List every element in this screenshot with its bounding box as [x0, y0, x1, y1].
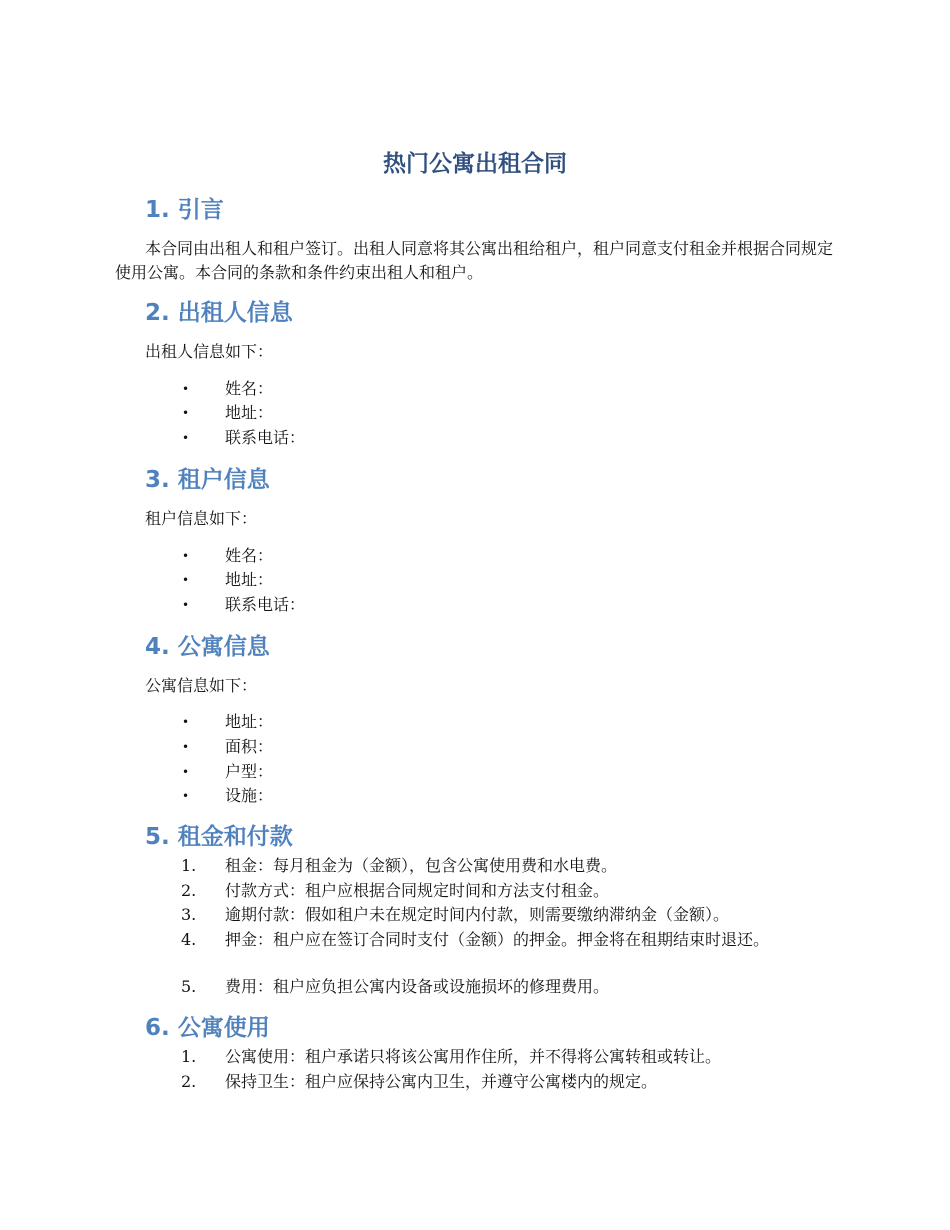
- list-item: [0, 710, 950, 734]
- list-number: 1.: [181, 856, 197, 875]
- section-heading-tenant-info: 3. 租户信息: [145, 467, 270, 493]
- list-item-text: 地址：: [225, 570, 274, 589]
- list-number: 4.: [181, 930, 197, 949]
- list-item-text: 租金：每月租金为（金额），包含公寓使用费和水电费。: [225, 856, 618, 875]
- list-item-text: 面积：: [225, 737, 274, 756]
- list-item-text: 设施：: [225, 786, 274, 805]
- list-item: [0, 854, 950, 878]
- bullet-icon: •: [182, 765, 190, 779]
- list-number: 3.: [181, 905, 197, 924]
- list-number: 5.: [181, 977, 197, 996]
- list-item: [0, 401, 950, 425]
- list-item-text: 保持卫生：租户应保持公寓内卫生，并遵守公寓楼内的规定。: [225, 1072, 658, 1091]
- list-item: [0, 879, 950, 903]
- section-heading-rent-payment: 5. 租金和付款: [145, 824, 293, 850]
- list-number: 2.: [181, 1072, 197, 1091]
- list-item: [0, 426, 950, 450]
- apartment-info-lead: 公寓信息如下：: [145, 676, 258, 695]
- list-item-text: 地址：: [225, 712, 274, 731]
- section-heading-apartment-use: 6. 公寓使用: [145, 1015, 270, 1041]
- list-item: [0, 760, 950, 784]
- bullet-icon: •: [182, 789, 190, 803]
- section-heading-landlord-info: 2. 出租人信息: [145, 300, 293, 326]
- list-item: [0, 377, 950, 401]
- list-item: [0, 784, 950, 808]
- section-heading-apartment-info: 4. 公寓信息: [145, 634, 270, 660]
- bullet-icon: •: [182, 406, 190, 420]
- list-number: 1.: [181, 1047, 197, 1066]
- list-number: 2.: [181, 881, 197, 900]
- tenant-info-lead: 租户信息如下：: [145, 509, 258, 528]
- list-item: [0, 568, 950, 592]
- list-item-text: 公寓使用：租户承诺只将该公寓用作住所，并不得将公寓转租或转让。: [225, 1047, 722, 1066]
- bullet-icon: •: [182, 598, 190, 612]
- list-item-text: 户型：: [225, 762, 274, 781]
- list-item-text: 地址：: [225, 403, 274, 422]
- list-item: [0, 903, 950, 927]
- list-item-text: 姓名：: [225, 546, 274, 565]
- bullet-icon: •: [182, 382, 190, 396]
- list-item-text: 逾期付款：假如租户未在规定时间内付款，则需要缴纳滞纳金（金额）。: [225, 905, 730, 924]
- bullet-icon: •: [182, 549, 190, 563]
- list-item: [0, 1045, 950, 1069]
- list-item-text: 押金：租户应在签订合同时支付（金额）的押金。押金将在租期结束时退还。: [225, 930, 770, 949]
- list-item-text: 付款方式：租户应根据合同规定时间和方法支付租金。: [225, 881, 610, 900]
- bullet-icon: •: [182, 573, 190, 587]
- bullet-icon: •: [182, 715, 190, 729]
- list-item-text: 联系电话：: [225, 595, 306, 614]
- list-item: [0, 735, 950, 759]
- section-heading-introduction: 1. 引言: [145, 197, 224, 223]
- list-item-text: 联系电话：: [225, 428, 306, 447]
- list-item-text: 费用：租户应负担公寓内设备或设施损坏的修理费用。: [225, 977, 610, 996]
- landlord-info-lead: 出租人信息如下：: [145, 342, 274, 361]
- list-item: [0, 593, 950, 617]
- list-item: [0, 1070, 950, 1094]
- list-item-text: 姓名：: [225, 379, 274, 398]
- list-item: [0, 975, 950, 999]
- document-title: 热门公寓出租合同: [383, 151, 567, 177]
- bullet-icon: •: [182, 431, 190, 445]
- list-item: [0, 544, 950, 568]
- bullet-icon: •: [182, 740, 190, 754]
- list-item: [0, 928, 950, 976]
- introduction-paragraph: 本合同由出租人和租户签订。出租人同意将其公寓出租给租户，租户同意支付租金并根据合同规定使用公寓。本合同的条款和条件约束出租人和租户。: [115, 239, 834, 282]
